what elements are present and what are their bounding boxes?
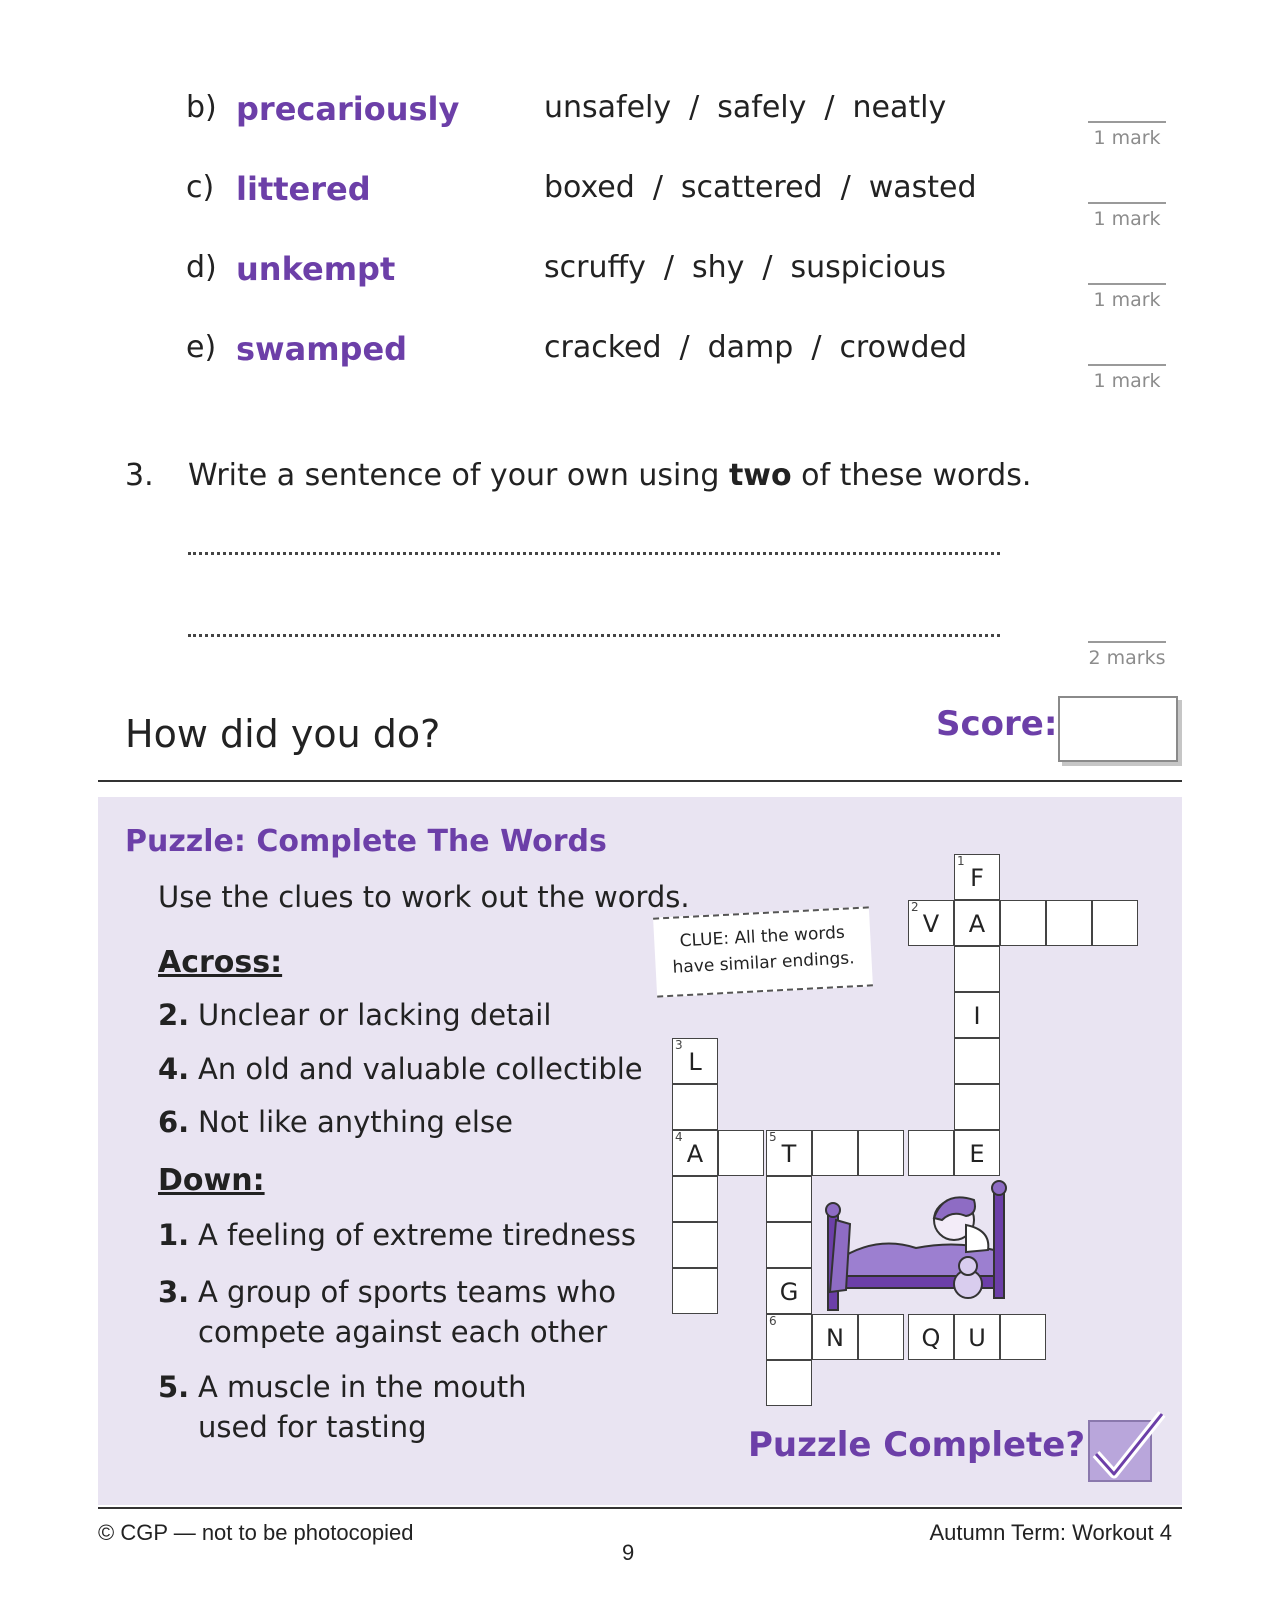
separator: /	[762, 250, 773, 285]
crossword-cell[interactable]: 6	[766, 1314, 812, 1360]
target-word: swamped	[236, 330, 408, 368]
clue-note	[653, 906, 873, 997]
crossword-cell[interactable]	[1092, 900, 1138, 946]
option[interactable]: neatly	[852, 90, 947, 125]
q2-row-c	[186, 170, 986, 220]
down-heading: Down:	[158, 1163, 265, 1198]
q2-row-b	[186, 90, 986, 140]
q2-row-d	[186, 250, 986, 300]
option[interactable]: shy	[692, 250, 745, 285]
crossword-cell[interactable]: 1 F	[954, 854, 1000, 900]
across-clue-6: 6. Not like anything else	[158, 1105, 513, 1139]
mark-box[interactable]	[1088, 364, 1166, 392]
crossword-cell[interactable]	[858, 1130, 904, 1176]
footer-section: Autumn Term: Workout 4	[929, 1520, 1172, 1545]
answer-options	[544, 90, 946, 125]
crossword-cell[interactable]: E	[954, 1130, 1000, 1176]
target-word: unkempt	[236, 250, 396, 288]
clue-note-line: have similar endings.	[672, 948, 856, 978]
answer-line-2[interactable]	[188, 634, 1000, 637]
puzzle-instruction: Use the clues to work out the words.	[158, 880, 690, 914]
option[interactable]: scattered	[680, 170, 823, 205]
down-clue-1: 1. A feeling of extreme tiredness	[158, 1218, 636, 1252]
crossword-cell[interactable]	[672, 1222, 718, 1268]
row-letter: e)	[186, 330, 217, 365]
question-number: 3.	[125, 458, 154, 493]
how-did-you-do-heading: How did you do?	[125, 712, 441, 756]
crossword-cell[interactable]: Q	[908, 1314, 954, 1360]
sleeping-person-illustration	[816, 1180, 1026, 1320]
crossword-cell[interactable]: U	[954, 1314, 1000, 1360]
mark-box[interactable]	[1088, 121, 1166, 149]
crossword-cell[interactable]	[1000, 1314, 1046, 1360]
mark-box[interactable]	[1088, 283, 1166, 311]
checkmark-icon	[1086, 1404, 1166, 1484]
down-clue-3: 3. A group of sports teams who compete against each other	[158, 1275, 616, 1349]
crossword-cell[interactable]	[672, 1084, 718, 1130]
separator: /	[679, 330, 690, 365]
row-letter: b)	[186, 90, 217, 125]
separator: /	[663, 250, 675, 285]
score-label: Score:	[936, 704, 1058, 744]
answer-options	[544, 170, 977, 205]
crossword-cell[interactable]	[1046, 900, 1092, 946]
puzzle-complete-checkbox[interactable]	[1088, 1420, 1152, 1482]
crossword-cell[interactable]	[766, 1176, 812, 1222]
crossword-cell[interactable]: N	[812, 1314, 858, 1360]
target-word: precariously	[236, 90, 460, 128]
separator: /	[652, 170, 663, 205]
crossword-cell[interactable]	[1000, 900, 1046, 946]
crossword-cell[interactable]	[954, 946, 1000, 992]
question-text: Write a sentence of your own using two of these words.	[188, 458, 1032, 493]
puzzle-title: Puzzle: Complete The Words	[125, 824, 607, 859]
across-clue-2: 2. Unclear or lacking detail	[158, 998, 552, 1032]
crossword-cell[interactable]: G	[766, 1268, 812, 1314]
across-heading: Across:	[158, 945, 283, 980]
footer-divider	[98, 1507, 1182, 1509]
crossword-cell[interactable]: 4 A	[672, 1130, 718, 1176]
crossword-cell[interactable]: 3 L	[672, 1038, 718, 1084]
mark-label: 1 mark	[1093, 127, 1161, 149]
score-box[interactable]	[1058, 696, 1178, 762]
crossword-cell[interactable]	[766, 1360, 812, 1406]
option[interactable]: crowded	[839, 330, 968, 365]
down-clue-5: 5. A muscle in the mouth used for tasting	[158, 1370, 527, 1444]
crossword-cell[interactable]	[718, 1130, 764, 1176]
page-number: 9	[622, 1540, 635, 1565]
crossword-cell[interactable]	[672, 1176, 718, 1222]
crossword-cell[interactable]	[954, 1038, 1000, 1084]
crossword-cell[interactable]	[954, 1084, 1000, 1130]
option[interactable]: wasted	[868, 170, 977, 205]
crossword-cell[interactable]: I	[954, 992, 1000, 1038]
q2-row-e	[186, 330, 986, 380]
separator: /	[824, 90, 835, 125]
crossword-cell[interactable]	[858, 1314, 904, 1360]
crossword-cell[interactable]: 5 T	[766, 1130, 812, 1176]
option[interactable]: cracked	[544, 330, 662, 365]
mark-label: 1 mark	[1093, 208, 1161, 230]
option[interactable]: damp	[707, 330, 794, 365]
row-letter: c)	[186, 170, 215, 205]
answer-line-1[interactable]	[188, 552, 1000, 555]
puzzle-complete-label: Puzzle Complete?	[748, 1425, 1086, 1465]
separator: /	[689, 90, 700, 125]
mark-label: 2 marks	[1088, 647, 1166, 669]
mark-label: 1 mark	[1093, 370, 1161, 392]
separator: /	[811, 330, 822, 365]
target-word: littered	[236, 170, 371, 208]
crossword-cell[interactable]	[766, 1222, 812, 1268]
emphasis: two	[728, 458, 792, 493]
mark-label: 1 mark	[1093, 289, 1161, 311]
row-letter: d)	[186, 250, 217, 285]
crossword-cell[interactable]	[812, 1130, 858, 1176]
across-clue-4: 4. An old and valuable collectible	[158, 1052, 643, 1086]
crossword-cell[interactable]: 2 V	[908, 900, 954, 946]
mark-box[interactable]	[1088, 641, 1166, 669]
crossword-cell[interactable]	[672, 1268, 718, 1314]
footer-copyright: © CGP — not to be photocopied	[98, 1520, 414, 1545]
option[interactable]: suspicious	[790, 250, 947, 285]
option[interactable]: unsafely	[544, 90, 672, 125]
answer-options	[544, 330, 967, 365]
separator: /	[840, 170, 851, 205]
crossword-cell[interactable]: A	[954, 900, 1000, 946]
option[interactable]: scruffy	[544, 250, 646, 285]
option[interactable]: boxed	[544, 170, 635, 205]
option[interactable]: safely	[717, 90, 807, 125]
divider	[98, 780, 1182, 782]
answer-options	[544, 250, 946, 285]
mark-box[interactable]	[1088, 202, 1166, 230]
crossword-cell[interactable]	[908, 1130, 954, 1176]
clue-note-line: CLUE: All the words	[679, 922, 846, 952]
